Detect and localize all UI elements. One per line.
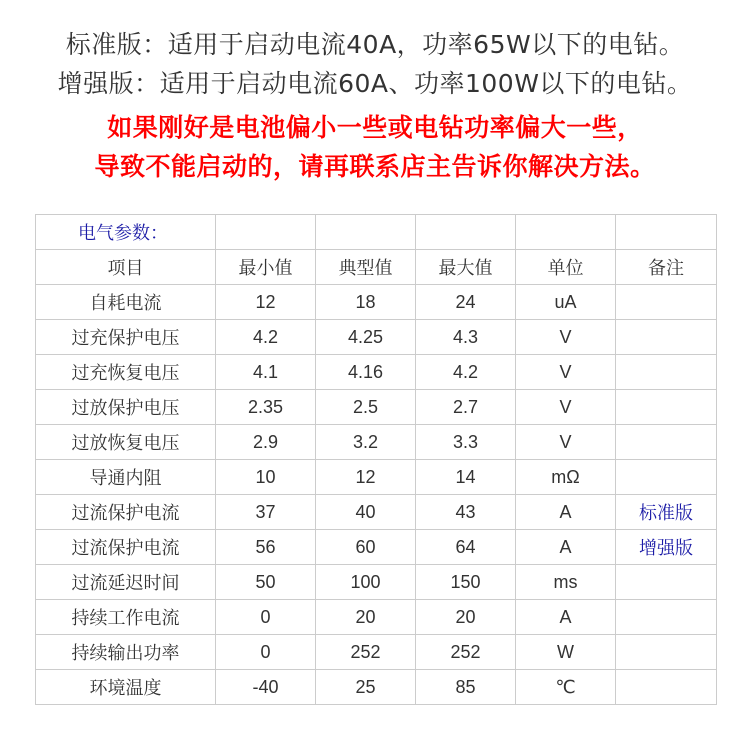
standard-version-note: 标准版：适用于启动电流40A，功率65W以下的电钻。 — [65, 30, 685, 59]
param-name-cell: 过充恢复电压 — [36, 355, 216, 390]
header-unit: 单位 — [516, 250, 616, 285]
min-value-cell: 56 — [216, 530, 316, 565]
note-cell — [616, 565, 717, 600]
header-note: 备注 — [616, 250, 717, 285]
unit-cell: V — [516, 390, 616, 425]
typical-value-cell: 25 — [316, 670, 416, 705]
empty-cell — [516, 215, 616, 250]
param-name-cell: 过流延迟时间 — [36, 565, 216, 600]
unit-cell: ℃ — [516, 670, 616, 705]
min-value-cell: 0 — [216, 600, 316, 635]
header-typical: 典型值 — [316, 250, 416, 285]
warning-line-2: 导致不能启动的，请再联系店主告诉你解决方法。 — [94, 152, 656, 181]
max-value-cell: 85 — [416, 670, 516, 705]
param-name-cell: 过流保护电流 — [36, 495, 216, 530]
typical-value-cell: 252 — [316, 635, 416, 670]
note-cell: 标准版 — [616, 495, 717, 530]
table-row — [36, 460, 717, 495]
empty-cell — [416, 215, 516, 250]
note-cell — [616, 425, 717, 460]
max-value-cell: 252 — [416, 635, 516, 670]
min-value-cell: 50 — [216, 565, 316, 600]
header-max: 最大值 — [416, 250, 516, 285]
note-cell: 增强版 — [616, 530, 717, 565]
unit-cell: mΩ — [516, 460, 616, 495]
typical-value-cell: 12 — [316, 460, 416, 495]
note-cell — [616, 635, 717, 670]
table-row — [36, 670, 717, 705]
param-name-cell: 导通内阻 — [36, 460, 216, 495]
max-value-cell: 20 — [416, 600, 516, 635]
electrical-parameters-table — [35, 214, 717, 705]
min-value-cell: 12 — [216, 285, 316, 320]
table-header-row — [36, 250, 717, 285]
max-value-cell: 3.3 — [416, 425, 516, 460]
param-name-cell: 环境温度 — [36, 670, 216, 705]
table-row — [36, 635, 717, 670]
typical-value-cell: 4.25 — [316, 320, 416, 355]
min-value-cell: 10 — [216, 460, 316, 495]
param-name-cell: 过充保护电压 — [36, 320, 216, 355]
table-row — [36, 530, 717, 565]
table-row — [36, 565, 717, 600]
unit-cell: V — [516, 425, 616, 460]
param-name-cell: 过流保护电流 — [36, 530, 216, 565]
enhanced-version-note: 增强版：适用于启动电流60A、功率100W以下的电钻。 — [57, 69, 693, 98]
unit-cell: uA — [516, 285, 616, 320]
max-value-cell: 150 — [416, 565, 516, 600]
empty-cell — [616, 215, 717, 250]
unit-cell: A — [516, 495, 616, 530]
unit-cell: ms — [516, 565, 616, 600]
max-value-cell: 4.2 — [416, 355, 516, 390]
max-value-cell: 24 — [416, 285, 516, 320]
max-value-cell: 43 — [416, 495, 516, 530]
param-name-cell: 过放保护电压 — [36, 390, 216, 425]
typical-value-cell: 3.2 — [316, 425, 416, 460]
typical-value-cell: 20 — [316, 600, 416, 635]
min-value-cell: 2.35 — [216, 390, 316, 425]
param-name-cell: 持续输出功率 — [36, 635, 216, 670]
typical-value-cell: 2.5 — [316, 390, 416, 425]
note-cell — [616, 600, 717, 635]
param-name-cell: 过放恢复电压 — [36, 425, 216, 460]
max-value-cell: 4.3 — [416, 320, 516, 355]
note-cell — [616, 390, 717, 425]
table-row — [36, 285, 717, 320]
table-row — [36, 355, 717, 390]
unit-cell: A — [516, 530, 616, 565]
note-cell — [616, 460, 717, 495]
min-value-cell: -40 — [216, 670, 316, 705]
table-row — [36, 320, 717, 355]
table-title-row — [36, 215, 717, 250]
min-value-cell: 4.2 — [216, 320, 316, 355]
unit-cell: A — [516, 600, 616, 635]
max-value-cell: 64 — [416, 530, 516, 565]
max-value-cell: 2.7 — [416, 390, 516, 425]
min-value-cell: 37 — [216, 495, 316, 530]
unit-cell: V — [516, 355, 616, 390]
header-item: 项目 — [36, 250, 216, 285]
table-row — [36, 495, 717, 530]
min-value-cell: 2.9 — [216, 425, 316, 460]
header-min: 最小值 — [216, 250, 316, 285]
unit-cell: V — [516, 320, 616, 355]
warning-line-1: 如果刚好是电池偏小一些或电钻功率偏大一些， — [107, 113, 643, 142]
typical-value-cell: 18 — [316, 285, 416, 320]
table-row — [36, 390, 717, 425]
typical-value-cell: 40 — [316, 495, 416, 530]
note-cell — [616, 670, 717, 705]
note-cell — [616, 285, 717, 320]
typical-value-cell: 60 — [316, 530, 416, 565]
table-row — [36, 425, 717, 460]
note-cell — [616, 320, 717, 355]
min-value-cell: 0 — [216, 635, 316, 670]
min-value-cell: 4.1 — [216, 355, 316, 390]
table-row — [36, 600, 717, 635]
max-value-cell: 14 — [416, 460, 516, 495]
note-cell — [616, 355, 717, 390]
table-title: 电气参数： — [36, 215, 216, 250]
param-name-cell: 持续工作电流 — [36, 600, 216, 635]
empty-cell — [316, 215, 416, 250]
unit-cell: W — [516, 635, 616, 670]
param-name-cell: 自耗电流 — [36, 285, 216, 320]
typical-value-cell: 100 — [316, 565, 416, 600]
empty-cell — [216, 215, 316, 250]
typical-value-cell: 4.16 — [316, 355, 416, 390]
